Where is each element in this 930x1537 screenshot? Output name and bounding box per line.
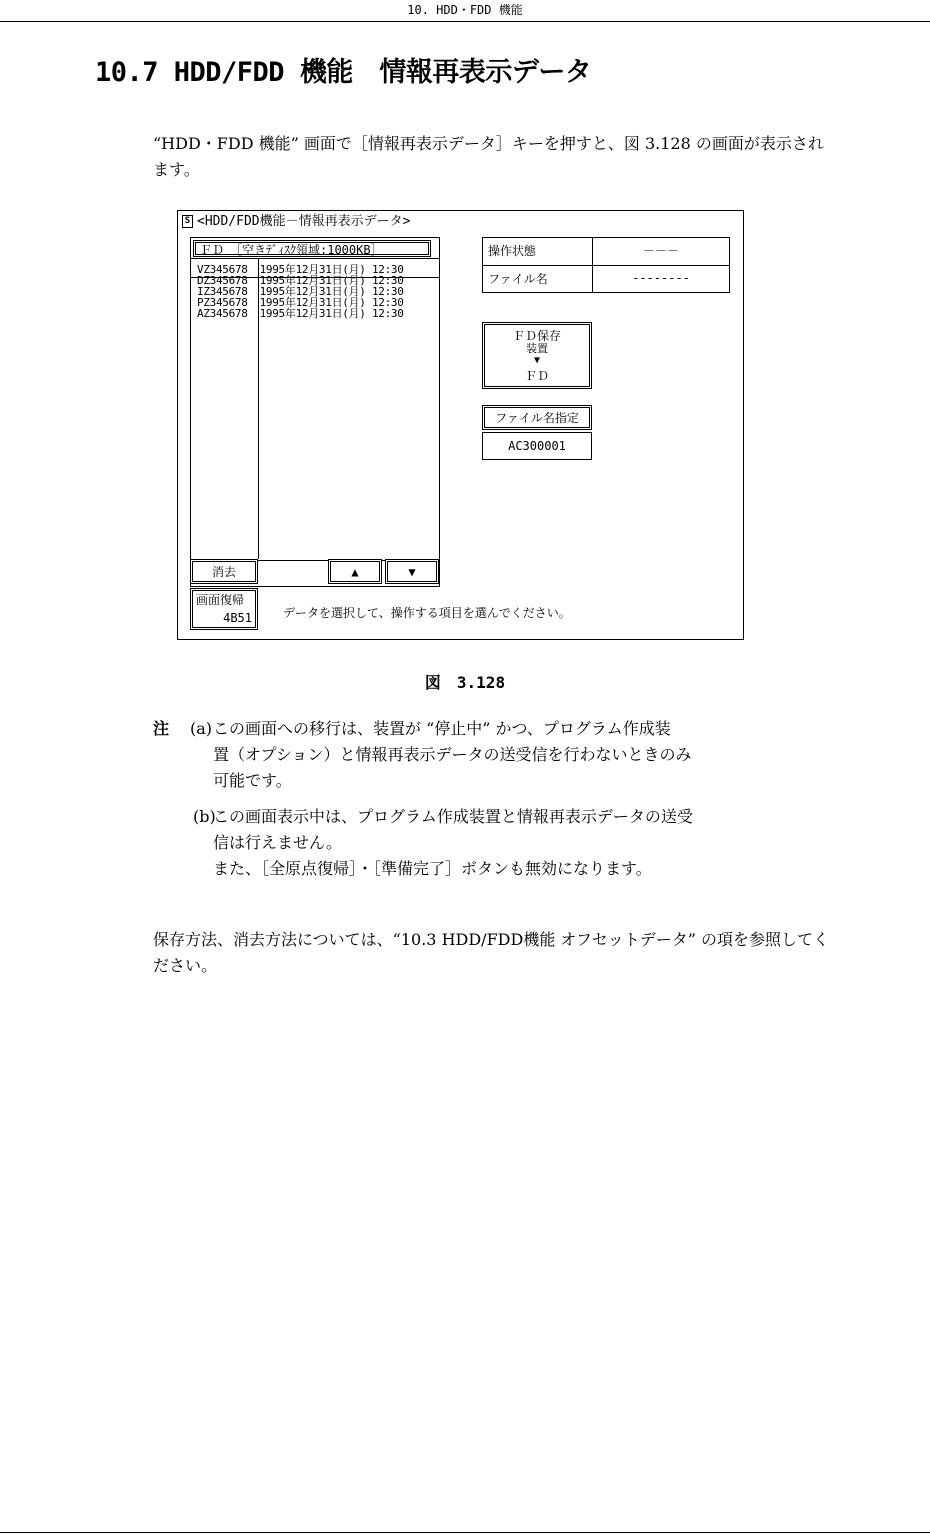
mode-icon: S <box>182 215 193 228</box>
footer-paragraph: 保存方法、消去方法については、“10.3 HDD/FDD機能 オフセットデータ” の項を参照してください。 <box>153 930 830 975</box>
restore-screen-code: 4B51 <box>223 611 252 625</box>
status-value: －－－ <box>642 244 679 258</box>
fd-save-label-middle: 装置 <box>526 342 548 355</box>
down-arrow-icon: ▼ <box>408 565 416 579</box>
list-item[interactable] <box>197 308 404 319</box>
file-date: 1995年12月31日(月) 12:30 <box>259 263 404 276</box>
file-name: IZ345678 <box>197 285 248 298</box>
file-date: 1995年12月31日(月) 12:30 <box>259 307 404 320</box>
status-table <box>482 237 730 293</box>
note-a-label: (a) <box>190 719 213 738</box>
screen-title: <HDD/FDD機能－情報再表示データ> <box>197 214 411 229</box>
list-header <box>191 238 439 259</box>
file-name: AZ345678 <box>197 307 248 320</box>
running-header: 10. HDD・FDD 機能 <box>407 3 523 17</box>
scroll-down-button[interactable] <box>385 559 439 584</box>
status-label: 操作状態 <box>488 244 537 258</box>
list-header-text: ＦＤ ［空きﾃﾞｨｽｸ領域:1000KB］ <box>200 243 383 257</box>
file-list <box>197 264 404 319</box>
note-b-label: (b) <box>193 807 216 826</box>
figure-caption: 図 3.128 <box>424 673 506 692</box>
fd-save-label-top: ＦＤ保存 <box>512 329 561 343</box>
restore-screen-button[interactable] <box>190 588 258 630</box>
file-name: DZ345678 <box>197 274 248 287</box>
note-line: この画面への移行は、装置が “停止中” かつ、プログラム作成装 <box>213 719 671 738</box>
header-rule <box>0 21 930 22</box>
filename-spec-button[interactable] <box>482 405 592 430</box>
note-line: 信は行えません。 <box>213 833 342 852</box>
note-a-text <box>213 716 835 794</box>
file-date: 1995年12月31日(月) 12:30 <box>259 274 404 287</box>
filename-spec-field[interactable] <box>482 432 592 460</box>
section-title: 10.7 HDD/FDD 機能 情報再表示データ <box>95 57 592 88</box>
list-header-frame <box>193 240 431 257</box>
restore-screen-label: 画面復帰 <box>196 593 245 607</box>
filename-label: ファイル名 <box>488 272 548 286</box>
filename-spec-label: ファイル名指定 <box>495 411 579 425</box>
note-line: 可能です。 <box>213 771 292 790</box>
delete-button[interactable] <box>190 559 258 584</box>
note-line: 置（オプション）と情報再表示データの送受信を行わないときのみ <box>213 745 692 764</box>
filename-spec-value: AC300001 <box>508 439 566 453</box>
file-name: PZ345678 <box>197 296 248 309</box>
note-mark: 注 <box>153 719 170 738</box>
status-row-divider <box>483 265 729 266</box>
filename-value: -------- <box>632 271 690 285</box>
note-line: この画面表示中は、プログラム作成装置と情報再表示データの送受 <box>213 807 693 826</box>
file-date: 1995年12月31日(月) 12:30 <box>259 285 404 298</box>
file-name: VZ345678 <box>197 263 248 276</box>
delete-button-label: 消去 <box>211 565 236 579</box>
footer-rule <box>0 1532 930 1533</box>
screen-figure <box>177 210 744 640</box>
note-line: また、［全原点復帰］・［準備完了］ボタンも無効になります。 <box>213 859 652 878</box>
fd-save-button[interactable] <box>482 322 592 389</box>
file-date: 1995年12月31日(月) 12:30 <box>259 296 404 309</box>
intro-paragraph: “HDD・FDD 機能” 画面で［情報再表示データ］キーを押すと、図 3.128 の画面が表示されます。 <box>153 134 824 179</box>
down-arrow-icon: ▼ <box>533 355 541 366</box>
file-list-panel <box>190 237 440 587</box>
status-message: データを選択して、操作する項目を選んでください。 <box>283 606 571 620</box>
note-b-text <box>213 804 835 882</box>
fd-save-label-bottom: ＦＤ <box>524 369 549 383</box>
scroll-up-button[interactable] <box>328 559 382 584</box>
up-arrow-icon: ▲ <box>351 565 359 579</box>
